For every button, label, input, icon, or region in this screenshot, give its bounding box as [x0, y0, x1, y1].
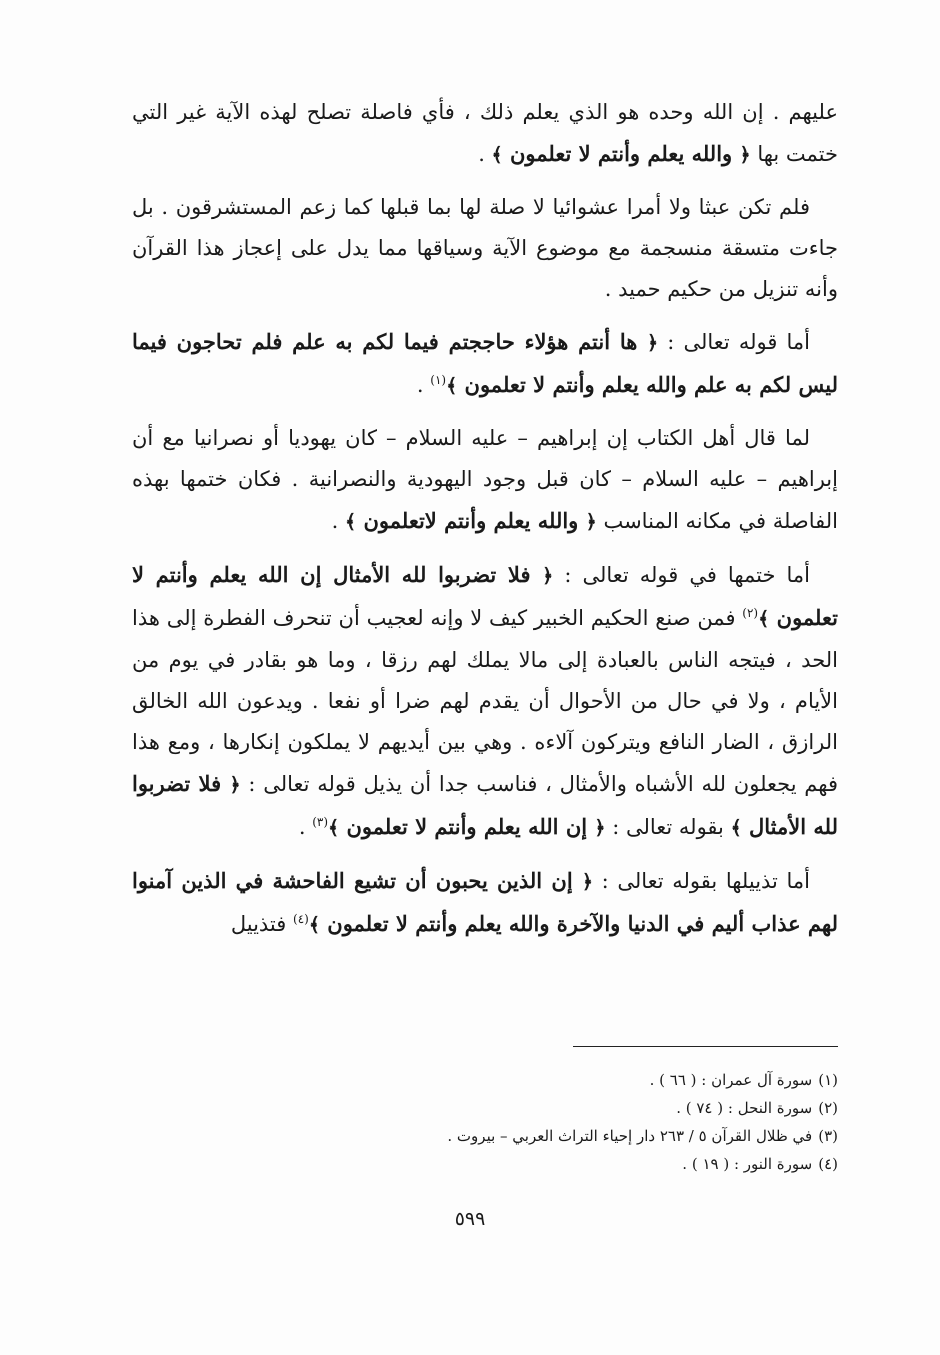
ornate-bracket: ﴾ [328, 817, 340, 839]
text-run: . [298, 815, 313, 839]
quran-quote: إن الله يعلم وأنتم لا تعلمون [339, 814, 595, 839]
paragraph [132, 92, 838, 176]
footnote-number: (٤) [818, 1155, 838, 1173]
ornate-bracket: ﴿ [647, 332, 659, 354]
paragraph [132, 860, 838, 946]
footnote-item [300, 1150, 838, 1178]
footnote-number: (١) [818, 1071, 838, 1089]
paragraph [132, 418, 838, 543]
ornate-bracket: ﴿ [585, 511, 597, 533]
footnote-number: (٢) [818, 1099, 838, 1117]
text-run: أما قوله تعالى : [658, 330, 810, 354]
ornate-bracket: ﴾ [491, 144, 503, 166]
footnote-text: سورة آل عمران : ( ٦٦ ) . [649, 1071, 813, 1089]
text-run: عليهم . إن الله وحده هو الذي يعلم ذلك ، فأي فاصلة تصلح لهذه الآية غير التي ختمت بها [132, 100, 838, 166]
quran-quote: والله يعلم وأنتم لا تعلمون [502, 141, 740, 166]
text-run: أما تذييلها بقوله تعالى : [593, 869, 810, 893]
text-run: فتذييل [230, 912, 293, 936]
footnote-text: في ظلال القرآن ٥ / ٢٦٣ دار إحياء التراث العربي – بيروت . [447, 1127, 813, 1145]
main-text [132, 92, 838, 957]
footnote-ref: (٢) [742, 606, 759, 620]
text-run: أما ختمها في قوله تعالى : [553, 563, 810, 587]
text-run: . [478, 142, 492, 166]
text-run: لما قال أهل الكتاب إن إبراهيم – عليه السلام – كان يهوديا أو نصرانيا مع أن إبراهيم – عليه السلام – كان قبل وجود اليهودية والنصرانية . فكان ختمها بهذه الفاصلة في مكانه المناسب [132, 426, 838, 533]
footnote-item [300, 1066, 838, 1094]
paragraph [132, 321, 838, 407]
footnote-text: سورة النحل : ( ٧٤ ) . [676, 1099, 813, 1117]
paragraph [132, 554, 838, 849]
quran-quote: إن الذين يحبون أن تشيع الفاحشة في الذين آمنوا لهم عذاب أليم في الدنيا والآخرة والله يعلم وأنتم لا تعلمون [132, 868, 838, 936]
ornate-bracket: ﴿ [739, 144, 751, 166]
footnote-text: سورة النور : ( ١٩ ) . [682, 1155, 813, 1173]
text-run: فلم تكن عبثا ولا أمرا عشوائيا لا صلة لها بما قبلها كما زعم المستشرقون . بل جاءت متسقة منسجمة مع موضوع الآية وسياقها مما يدل على إعجاز هذا القرآن وأنه تنزيل من حكيم حميد . [132, 195, 838, 301]
text-run: . [331, 509, 345, 533]
ornate-bracket: ﴾ [730, 817, 742, 839]
footnote-number: (٣) [818, 1127, 838, 1145]
footnote-item [300, 1094, 838, 1122]
paragraph [132, 187, 838, 310]
ornate-bracket: ﴿ [594, 817, 606, 839]
ornate-bracket: ﴿ [581, 871, 594, 893]
footnote-separator [573, 1046, 838, 1047]
text-run: فمن صنع الحكيم الخبير كيف لا وإنه لعجيب أن تنحرف الفطرة إلى هذا الحد ، فيتجه الناس بالعبادة إلى مالا يملك لهم رزقا ، وما هو بقادر في يوم من الأيام ، ولا في حال من الأحوال أن يقدم لهم ضرا أو نفعا . ويدعون الله الخالق الرازق ، الضار النافع ويتركون آلاءه . وهي بين أيديهم لا يملكون إنكارها ، ومع هذا فهم يجعلون لله الأشباه والأمثال ، فناسب جدا أن يذيل قوله تعالى : [132, 606, 838, 796]
quran-quote: ها أنتم هؤلاء حاججتم فيما لكم به علم فلم تحاجون فيما ليس لكم به علم والله يعلم وأنتم لا تعلمون [132, 329, 838, 397]
ornate-bracket: ﴿ [542, 565, 554, 587]
quran-quote: والله يعلم وأنتم لاتعلمون [356, 508, 586, 533]
page-number: ٥٩٩ [454, 1208, 486, 1230]
ornate-bracket: ﴾ [758, 608, 770, 630]
ornate-bracket: ﴾ [345, 511, 357, 533]
quran-quote: فلا تضربوا لله الأمثال [132, 771, 838, 839]
ornate-bracket: ﴾ [446, 375, 458, 397]
text-run: . [416, 373, 431, 397]
footnote-item [300, 1122, 838, 1150]
ornate-bracket: ﴿ [229, 774, 241, 796]
footnote-ref: (٣) [312, 815, 329, 829]
footnote-ref: (٤) [293, 912, 309, 926]
quran-quote: فلا تضربوا لله الأمثال إن الله يعلم وأنتم لا تعلمون [132, 562, 838, 630]
footnote-ref: (١) [430, 373, 447, 387]
ornate-bracket: ﴾ [308, 914, 320, 936]
text-run: بقوله تعالى : [605, 815, 731, 839]
footnotes [300, 1066, 838, 1178]
